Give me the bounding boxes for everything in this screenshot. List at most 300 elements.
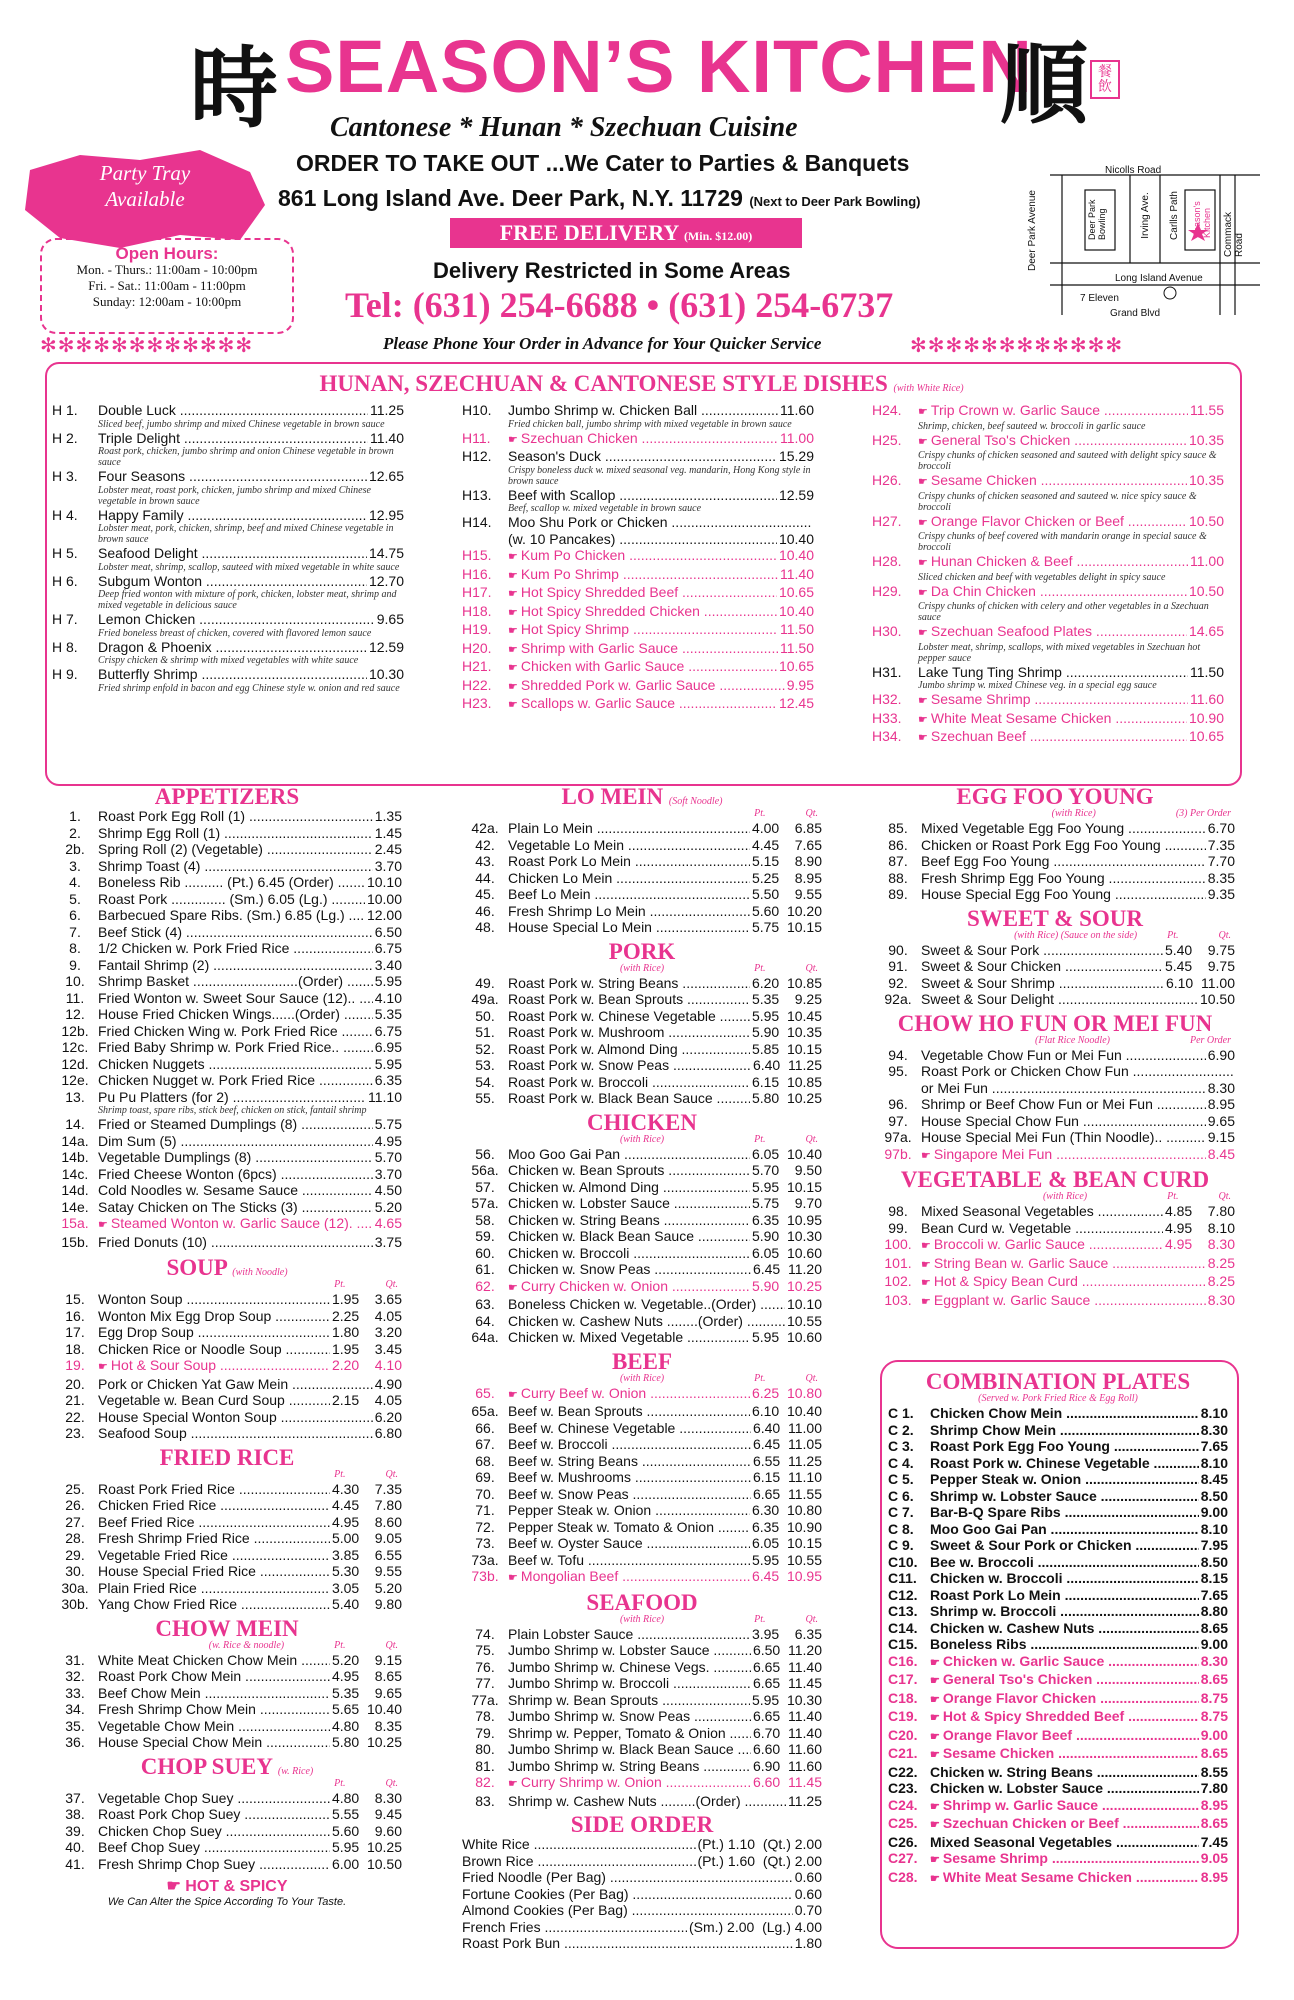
item-number: 100. xyxy=(884,1236,912,1252)
item-description: Beef, scallop w. mixed vegetable in brown sauce xyxy=(508,503,702,514)
item-price: 6.05 10.15 xyxy=(751,1535,822,1551)
egg-foo-young-list xyxy=(875,820,1235,903)
item-name: Bean Curd w. Vegetable ..... xyxy=(921,1220,1163,1237)
item-price: 11.40 xyxy=(780,565,814,582)
item-number: 23. xyxy=(65,1425,85,1441)
item-price: 10.30 xyxy=(368,666,404,682)
hunan-title-text: HUNAN, SZECHUAN & CANTONESE STYLE DISHES xyxy=(319,371,888,396)
item-name: Fried Cheese Wonton (6pcs) ..... xyxy=(98,1166,373,1183)
item-number: H14. xyxy=(462,514,492,530)
seafood-list xyxy=(462,1626,822,1810)
item-price: 6.30 10.80 xyxy=(751,1502,822,1518)
item-name: Vegetable Chop Suey ..... xyxy=(98,1790,330,1807)
menu-item xyxy=(888,1869,1228,1888)
item-price: 5.35 9.65 xyxy=(331,1684,402,1701)
vegetable-list xyxy=(875,1203,1235,1310)
menu-item xyxy=(52,1668,402,1685)
item-price: 8.30 xyxy=(1207,1079,1235,1096)
menu-item xyxy=(875,1113,1235,1130)
item-price: 5.60 9.60 xyxy=(331,1822,402,1839)
item-number: C16. xyxy=(888,1652,918,1669)
item-number: 41. xyxy=(65,1855,85,1872)
item-name: Double Luck ..... xyxy=(98,402,368,419)
item-name: Shrimp Toast (4) ..... xyxy=(98,858,373,875)
address-note: (Next to Deer Park Bowling) xyxy=(749,194,921,209)
item-price: 1.80 3.20 xyxy=(331,1324,402,1340)
item-number: 71. xyxy=(475,1502,495,1518)
item-price: 6.80 xyxy=(374,1425,402,1441)
item-price: 3.70 xyxy=(374,1165,402,1182)
address: 861 Long Island Ave. Deer Park, N.Y. 11729 xyxy=(278,185,743,211)
item-name: Beef Fried Rice ..... xyxy=(98,1514,330,1531)
menu-item xyxy=(52,1652,402,1669)
item-description: Crispy chunks of beef covered with mandarin orange in special sauce & broccoli xyxy=(918,531,1207,553)
item-number: 103. xyxy=(884,1291,912,1308)
menu-item xyxy=(462,658,814,677)
menu-item xyxy=(888,1690,1228,1709)
menu-item xyxy=(875,1080,1235,1097)
menu-item xyxy=(52,874,402,891)
menu-item xyxy=(52,1182,402,1199)
appetizers-list xyxy=(52,808,402,1250)
menu-item xyxy=(52,1580,402,1597)
menu-item xyxy=(52,1089,402,1106)
tel-label: Tel: xyxy=(345,285,404,325)
item-price: 11.00 xyxy=(780,429,814,446)
item-name: Sweet & Sour Pork ..... xyxy=(921,942,1163,959)
item-name: Shrimp or Beef Chow Fun or Mei Fun ..... xyxy=(921,1096,1206,1113)
item-number: H34. xyxy=(872,728,902,744)
item-price: 6.65 11.45 xyxy=(752,1675,822,1691)
menu-item xyxy=(52,545,404,562)
menu-item xyxy=(888,1708,1228,1727)
item-number: 7. xyxy=(69,923,81,940)
menu-item xyxy=(52,1149,402,1166)
item-price: 8.55 xyxy=(1200,1763,1228,1780)
item-name: White Meat Chicken Chow Mein ..... xyxy=(98,1652,330,1669)
item-number: 27. xyxy=(65,1513,85,1530)
item-number: C18. xyxy=(888,1689,918,1706)
item-price: 4.85 7.80 xyxy=(1164,1203,1235,1219)
item-number: 2b. xyxy=(65,841,85,857)
item-name: Chicken Lo Mein ..... xyxy=(508,870,750,887)
item-price: 5.80 10.25 xyxy=(331,1734,402,1750)
item-name: Chicken w. String Beans ..... xyxy=(930,1764,1199,1781)
item-name: Vegetable Dumplings (8) ..... xyxy=(98,1149,373,1166)
item-name: Plain Lobster Sauce ..... xyxy=(508,1626,750,1643)
right-column xyxy=(875,785,1235,1310)
item-number: 4. xyxy=(69,874,81,890)
item-number: H28. xyxy=(872,553,902,569)
item-number: H29. xyxy=(872,582,902,599)
left-column xyxy=(52,785,402,1908)
item-number: C 9. xyxy=(888,1537,914,1553)
item-name: Chicken w. Almond Ding ..... xyxy=(508,1179,750,1196)
item-price: 4.90 xyxy=(374,1375,402,1392)
item-name: Shrimp w. Broccoli ..... xyxy=(930,1603,1199,1620)
item-price: (Pt.) 1.60 (Qt.) 2.00 xyxy=(697,1852,822,1869)
item-price: 2.20 4.10 xyxy=(331,1357,402,1373)
item-price: 6.40 11.00 xyxy=(752,1419,822,1436)
menu-item xyxy=(875,1146,1235,1165)
item-number: 78. xyxy=(475,1708,495,1724)
item-name: Roast Pork w. Almond Ding ..... xyxy=(508,1041,750,1058)
menu-item xyxy=(875,886,1235,903)
item-name: Roast Pork Egg Roll (1) ..... xyxy=(98,808,373,825)
item-name: ☛ Trip Crown w. Garlic Sauce ..... xyxy=(918,402,1188,421)
menu-item xyxy=(888,1834,1228,1851)
item-price: 14.65 xyxy=(1188,623,1224,639)
menu-item xyxy=(888,1764,1228,1781)
item-name: ☛ General Tso's Chicken ..... xyxy=(930,1671,1199,1690)
menu-item xyxy=(52,1006,402,1023)
menu-item xyxy=(52,1839,402,1856)
sweet-sour-title: SWEET & SOUR xyxy=(967,905,1143,931)
item-price: 6.90 xyxy=(1207,1046,1235,1063)
item-name: Jumbo Shrimp w. Chinese Vegs. ..... xyxy=(508,1659,751,1676)
item-price: 6.65 11.40 xyxy=(752,1708,822,1724)
menu-item xyxy=(875,837,1235,854)
party-line-2: Available xyxy=(105,187,185,211)
item-number: 17. xyxy=(65,1324,85,1340)
item-number: H 1. xyxy=(52,402,78,418)
item-name: Beef Chow Mein ..... xyxy=(98,1685,330,1702)
item-number: 1. xyxy=(69,808,81,824)
item-name: Roast Pork Lo Mein ..... xyxy=(508,853,750,870)
item-name: ☛ Szechuan Beef ..... xyxy=(918,728,1187,747)
menu-item xyxy=(52,990,402,1007)
item-number: 91. xyxy=(888,958,908,974)
item-price: 6.05 10.60 xyxy=(751,1244,822,1261)
item-name: ☛ Hot Spicy Shredded Chicken ..... xyxy=(508,603,777,622)
item-name: Jumbo Shrimp w. String Beans ..... xyxy=(508,1758,751,1775)
item-price: 12.00 xyxy=(366,907,402,923)
item-number: 102. xyxy=(884,1273,912,1289)
item-price: 8.80 xyxy=(1200,1603,1228,1619)
item-price: (Pt.) 1.10 (Qt.) 2.00 xyxy=(697,1836,822,1852)
menu-item xyxy=(52,1056,402,1073)
item-number: C 1. xyxy=(888,1405,914,1421)
map-long-island: Long Island Avenue xyxy=(1115,273,1203,284)
item-name: ☛ Curry Chicken w. Onion ..... xyxy=(508,1278,750,1297)
menu-item xyxy=(462,531,814,548)
item-number: H21. xyxy=(462,658,492,674)
item-name: Fried Wonton w. Sweet Sour Sauce (12).. ..... xyxy=(98,990,373,1007)
item-number: 22. xyxy=(65,1408,85,1425)
item-number: 79. xyxy=(475,1724,495,1741)
item-number: H16. xyxy=(462,565,492,582)
item-description: Lobster meat, roast pork, chicken, jumbo shrimp and mixed Chinese vegetable in brown sauce xyxy=(98,484,371,507)
item-name: Satay Chicken on The Sticks (3) ..... xyxy=(98,1199,373,1216)
item-number: 44. xyxy=(475,869,495,886)
item-number: C14. xyxy=(888,1619,918,1636)
item-number: C15. xyxy=(888,1636,918,1652)
item-number: 49. xyxy=(475,974,495,991)
item-number: C25. xyxy=(888,1815,918,1831)
item-number: 77a. xyxy=(471,1691,499,1708)
menu-item xyxy=(52,666,404,683)
item-price: 6.35 10.90 xyxy=(751,1518,822,1535)
item-description: Sliced beef, jumbo shrimp and mixed Chinese vegetable in brown sauce xyxy=(98,418,385,430)
item-number: H10. xyxy=(462,402,492,418)
chicken-col-header: (with Rice) Pt. Qt. xyxy=(619,1133,818,1145)
item-price: 12.65 xyxy=(368,468,404,484)
item-price: 6.20 10.85 xyxy=(751,974,822,991)
item-number: C 3. xyxy=(888,1438,914,1454)
item-price: 11.00 xyxy=(1190,553,1224,569)
item-name: Chicken w. Bean Sprouts ..... xyxy=(508,1162,750,1179)
item-number: C26. xyxy=(888,1833,918,1850)
item-price: 10.10 xyxy=(786,1296,822,1312)
chow-ho-fun-col-header: (Flat Rice Noodle) Per Order xyxy=(1035,1034,1231,1046)
party-line-1: Party Tray xyxy=(99,161,191,185)
sweet-sour-col-header: (with Rice) (Sauce on the side) Pt. Qt. xyxy=(1014,929,1231,941)
menu-item xyxy=(875,1063,1235,1080)
item-name: Chicken w. Mixed Vegetable ..... xyxy=(508,1329,750,1346)
item-price: 10.65 xyxy=(778,658,814,674)
item-price: 9.00 xyxy=(1200,1726,1228,1743)
menu-item xyxy=(462,1626,822,1643)
item-name: Fresh Shrimp Egg Foo Young ..... xyxy=(921,870,1206,887)
menu-item xyxy=(462,1453,822,1470)
item-name: ☛ Shrimp w. Garlic Sauce ..... xyxy=(930,1797,1199,1816)
item-name: Chicken w. Black Bean Sauce ..... xyxy=(508,1228,750,1245)
menu-item xyxy=(875,1255,1235,1274)
item-number: 11. xyxy=(65,989,85,1006)
item-name: ☛ Szechuan Seafood Plates ..... xyxy=(918,623,1187,642)
item-name: Moo Shu Pork or Chicken ..... xyxy=(508,514,812,531)
item-name: Chicken Rice or Noodle Soup ..... xyxy=(98,1341,330,1358)
menu-item xyxy=(888,1438,1228,1455)
item-number: 13. xyxy=(65,1088,85,1105)
item-name: Bee w. Broccoli ..... xyxy=(930,1554,1199,1571)
side-order-list xyxy=(462,1836,822,1952)
item-name: Chicken w. Cashew Nuts ..... xyxy=(930,1620,1199,1637)
item-price: 6.45 10.95 xyxy=(751,1568,822,1584)
item-number: 73. xyxy=(475,1535,495,1551)
item-price: 4.50 xyxy=(374,1182,402,1198)
menu-item xyxy=(462,1179,822,1196)
item-price: 5.20 xyxy=(374,1198,402,1215)
menu-item xyxy=(462,837,822,854)
item-number: C28. xyxy=(888,1868,918,1885)
item-name: Wonton Mix Egg Drop Soup ..... xyxy=(98,1308,330,1325)
item-name: House Special Chow Fun ..... xyxy=(921,1113,1206,1130)
item-name: Shrimp w. Bean Sprouts ..... xyxy=(508,1692,750,1709)
item-price: 6.05 10.40 xyxy=(751,1145,822,1162)
item-price: 9.65 xyxy=(1207,1112,1235,1129)
cuisine-subtitle: Cantonese * Hunan * Szechuan Cuisine xyxy=(330,112,798,143)
menu-item xyxy=(462,1278,822,1297)
item-name: ☛ Shredded Pork w. Garlic Sauce ..... xyxy=(508,677,785,696)
item-price: 12.59 xyxy=(778,486,814,503)
item-price: 6.75 xyxy=(374,1022,402,1039)
beef-col-header: (with Rice) Pt. Qt. xyxy=(619,1372,818,1384)
item-name: Fresh Shrimp Fried Rice ..... xyxy=(98,1530,330,1547)
item-name: Dragon & Phoenix ..... xyxy=(98,639,367,656)
item-name: Fresh Shrimp Chop Suey ..... xyxy=(98,1856,330,1873)
menu-item xyxy=(462,1836,822,1853)
item-price: 6.45 11.20 xyxy=(752,1261,822,1277)
item-price: 5.75 xyxy=(374,1116,402,1132)
item-number: 37. xyxy=(65,1789,85,1806)
menu-item xyxy=(462,1853,822,1870)
menu-item xyxy=(52,1291,402,1308)
menu-item xyxy=(462,919,822,936)
item-price: 6.55 11.25 xyxy=(752,1452,822,1469)
item-number: 65. xyxy=(475,1384,495,1401)
item-number: 62. xyxy=(475,1277,495,1294)
menu-item xyxy=(52,611,404,628)
menu-item xyxy=(462,1741,822,1758)
item-price: 4.30 7.35 xyxy=(331,1480,402,1497)
menu-item xyxy=(888,1587,1228,1604)
item-name: Vegetable Lo Mein ..... xyxy=(508,837,750,854)
item-number: C11. xyxy=(888,1570,917,1586)
item-number: 12e. xyxy=(61,1072,89,1088)
item-price: 5.95 10.60 xyxy=(751,1329,822,1345)
item-name: Beef Chop Suey ..... xyxy=(98,1839,330,1856)
item-number: 85. xyxy=(888,820,908,836)
item-number: 20. xyxy=(65,1375,85,1392)
item-number: 15a. xyxy=(61,1215,89,1231)
item-number: 35. xyxy=(65,1717,85,1734)
item-number: H15. xyxy=(462,547,492,563)
take-out-line: ORDER TO TAKE OUT ...We Cater to Parties & Banquets xyxy=(296,150,910,176)
item-price: 6.70 11.40 xyxy=(752,1724,822,1741)
item-name: Yang Chow Fried Rice ..... xyxy=(98,1596,330,1613)
menu-item xyxy=(462,1568,822,1587)
item-number: H 5. xyxy=(52,545,78,561)
item-number: 88. xyxy=(888,869,908,886)
menu-item xyxy=(462,677,814,696)
item-price: 4.10 xyxy=(374,989,402,1006)
item-price: 5.40 9.80 xyxy=(331,1596,402,1612)
item-number: C20. xyxy=(888,1726,918,1743)
item-description: Lobster meat, pork, chicken, shrimp, beef and mixed Chinese vegetable in brown sauce xyxy=(98,523,394,545)
menu-item xyxy=(462,1057,822,1074)
map-bowling: Deer Park Bowling xyxy=(1087,199,1107,240)
item-number: 14c. xyxy=(61,1165,89,1182)
menu-item xyxy=(875,1236,1235,1255)
item-number: 5. xyxy=(69,890,81,907)
item-number: 42a. xyxy=(471,820,499,836)
menu-item xyxy=(875,870,1235,887)
item-name: White Rice ..... xyxy=(462,1836,696,1853)
item-price: 5.15 8.90 xyxy=(751,853,822,869)
menu-item xyxy=(462,870,822,887)
item-price: 10.65 xyxy=(1188,728,1224,744)
item-price: 4.00 6.85 xyxy=(751,820,822,836)
item-name: Beef w. Broccoli ..... xyxy=(508,1436,751,1453)
item-number: 73a. xyxy=(471,1551,499,1568)
item-price: 12.59 xyxy=(368,638,404,655)
menu-item xyxy=(875,942,1235,959)
item-price: 8.45 xyxy=(1207,1145,1235,1162)
item-number: 31. xyxy=(65,1651,85,1668)
item-name: House Special Mei Fun (Thin Noodle).. ..... xyxy=(921,1129,1206,1146)
item-description: Fried boneless breast of chicken, covered with flavored lemon sauce xyxy=(98,627,372,639)
item-number: 55. xyxy=(475,1090,495,1106)
item-price: 8.15 xyxy=(1200,1570,1228,1586)
menu-item xyxy=(462,1146,822,1163)
item-name: Vegetable w. Bean Curd Soup ..... xyxy=(98,1392,330,1409)
item-number: C27. xyxy=(888,1850,918,1866)
item-price: 1.35 xyxy=(374,808,402,824)
item-number: 96. xyxy=(888,1096,908,1112)
menu-item xyxy=(52,940,402,957)
item-description: Crispy chunks of chicken seasoned and sauteed with delight spicy sauce & broccoli xyxy=(918,450,1217,472)
middle-column xyxy=(462,785,822,1952)
menu-item xyxy=(462,547,814,566)
menu-item xyxy=(875,958,1235,975)
menu-item xyxy=(462,1552,822,1569)
item-price: 8.35 xyxy=(1207,869,1235,886)
item-number: C17. xyxy=(888,1671,918,1687)
item-name: Chicken Fried Rice ..... xyxy=(98,1497,330,1514)
party-tray-badge xyxy=(20,150,270,250)
address-line xyxy=(278,185,921,212)
fried-rice-col-header: Pt. Qt. xyxy=(334,1468,398,1480)
item-price: 4.80 8.35 xyxy=(331,1717,402,1734)
item-name: Chicken w. Lobster Sauce ..... xyxy=(930,1780,1199,1797)
item-price: 6.65 11.40 xyxy=(752,1658,822,1675)
hours-line: Mon. - Thurs.: 11:00am - 10:00pm xyxy=(76,262,258,277)
menu-item xyxy=(52,468,404,485)
menu-item xyxy=(462,640,814,659)
item-description: Crispy boneless duck w. mixed seasonal veg. mandarin, Hong Kong style in brown sauce xyxy=(508,464,811,487)
menu-item xyxy=(875,1129,1235,1146)
chow-ho-fun-list xyxy=(875,1047,1235,1165)
menu-item xyxy=(462,1675,822,1692)
item-name: Vegetable Chow Mein ..... xyxy=(98,1718,330,1735)
item-name: ☛ String Bean w. Garlic Sauce ..... xyxy=(921,1255,1206,1274)
item-number: 38. xyxy=(65,1806,85,1822)
item-number: 98. xyxy=(888,1203,908,1219)
item-name: Vegetable Chow Fun or Mei Fun ..... xyxy=(921,1047,1206,1064)
side-order-title: SIDE ORDER xyxy=(570,1812,714,1837)
item-price: 2.45 xyxy=(374,841,402,857)
item-price: 2.15 4.05 xyxy=(331,1392,402,1408)
item-price: 9.95 xyxy=(786,676,814,693)
item-name: Fried or Steamed Dumplings (8) ..... xyxy=(98,1116,373,1133)
item-number: 77. xyxy=(475,1675,495,1691)
map-seven-eleven: 7 Eleven xyxy=(1080,293,1119,304)
map-grand: Grand Blvd xyxy=(1110,308,1161,319)
telephone xyxy=(345,284,893,326)
menu-item xyxy=(888,1455,1228,1472)
hunan-title xyxy=(45,372,1238,395)
menu-item xyxy=(462,991,822,1008)
chow-ho-fun-title: CHOW HO FUN OR MEI FUN xyxy=(897,1010,1213,1036)
item-name: ☛ Broccoli w. Garlic Sauce ..... xyxy=(921,1236,1163,1255)
menu-item xyxy=(52,858,402,875)
item-price: 5.95 10.30 xyxy=(751,1691,822,1708)
item-name: Roast Pork w. Chinese Vegetable ..... xyxy=(508,1008,750,1025)
item-name: Fortune Cookies (Per Bag) ..... xyxy=(462,1886,793,1903)
menu-item xyxy=(888,1797,1228,1816)
item-price: 5.50 9.55 xyxy=(751,886,822,902)
item-name: Jumbo Shrimp w. Black Bean Sauce ..... xyxy=(508,1741,751,1758)
item-price: 5.95 10.15 xyxy=(751,1178,822,1195)
item-number: 101. xyxy=(884,1254,912,1271)
item-name: ☛ Szechuan Chicken ..... xyxy=(508,430,778,449)
egg-foo-young-col-header: (with Rice) (3) Per Order xyxy=(1051,808,1231,819)
menu-item xyxy=(875,1273,1235,1292)
item-price: 5.70 9.50 xyxy=(751,1162,822,1178)
map-seasons: Season's Kitchen xyxy=(1192,201,1212,238)
item-name: ☛ Kum Po Chicken ..... xyxy=(508,547,777,566)
